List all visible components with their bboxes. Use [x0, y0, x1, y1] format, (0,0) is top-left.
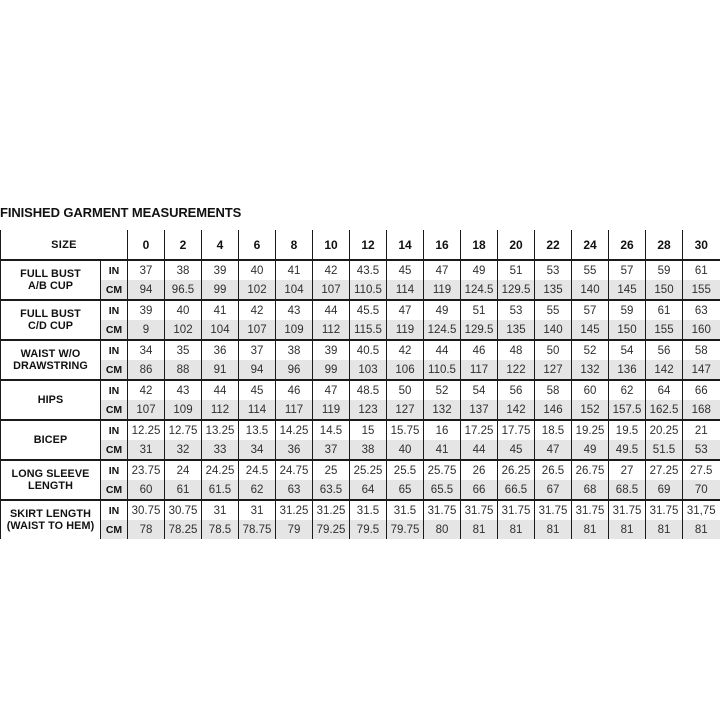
row-label-line: A/B CUP — [27, 280, 74, 292]
value-cell: 31.5 — [350, 500, 387, 520]
value-cell: 34 — [128, 340, 165, 360]
row-label-line: LONG SLEEVE — [11, 467, 90, 480]
value-cell: 103 — [350, 360, 387, 380]
measurement-row-centimeters — [1, 480, 720, 500]
size-column-header: 16 — [424, 230, 461, 260]
value-cell: 64 — [350, 480, 387, 500]
size-column-header: 26 — [609, 230, 646, 260]
value-cell: 160 — [683, 320, 720, 340]
value-cell: 124.5 — [424, 320, 461, 340]
value-cell: 49.5 — [609, 440, 646, 460]
value-cell: 150 — [609, 320, 646, 340]
value-cell: 34 — [239, 440, 276, 460]
row-label — [1, 460, 101, 500]
value-cell: 65.5 — [424, 480, 461, 500]
value-cell: 117 — [461, 360, 498, 380]
value-cell: 66.5 — [498, 480, 535, 500]
value-cell: 80 — [424, 520, 461, 539]
value-cell: 124.5 — [461, 280, 498, 300]
value-cell: 51.5 — [646, 440, 683, 460]
value-cell: 135 — [498, 320, 535, 340]
unit-cell-in: IN — [101, 500, 128, 520]
value-cell: 17.75 — [498, 420, 535, 440]
value-cell: 81 — [572, 520, 609, 539]
measurement-row-centimeters — [1, 320, 720, 340]
value-cell: 53 — [535, 260, 572, 280]
value-cell: 62 — [239, 480, 276, 500]
row-label-line: SKIRT LENGTH — [10, 507, 91, 520]
value-cell: 46 — [276, 380, 313, 400]
value-cell: 142 — [498, 400, 535, 420]
value-cell: 79.5 — [350, 520, 387, 539]
row-label-line: HIPS — [37, 393, 64, 406]
value-cell: 41 — [424, 440, 461, 460]
value-cell: 117 — [276, 400, 313, 420]
value-cell: 58 — [535, 380, 572, 400]
value-cell: 78.25 — [165, 520, 202, 539]
value-cell: 119 — [387, 320, 424, 340]
value-cell: 60 — [572, 380, 609, 400]
value-cell: 30.75 — [128, 500, 165, 520]
value-cell: 24.75 — [276, 460, 313, 480]
value-cell: 26 — [461, 460, 498, 480]
value-cell: 36 — [276, 440, 313, 460]
unit-cell-cm: CM — [101, 520, 128, 539]
value-cell: 104 — [202, 320, 239, 340]
value-cell: 49 — [572, 440, 609, 460]
unit-cell-cm: CM — [101, 320, 128, 340]
value-cell: 26.5 — [535, 460, 572, 480]
value-cell: 59 — [609, 300, 646, 320]
value-cell: 129.5 — [498, 280, 535, 300]
unit-cell-cm: CM — [101, 280, 128, 300]
value-cell: 99 — [313, 360, 350, 380]
value-cell: 40 — [239, 260, 276, 280]
value-cell: 79.25 — [313, 520, 350, 539]
value-cell: 38 — [350, 440, 387, 460]
value-cell: 17.25 — [461, 420, 498, 440]
value-cell: 119 — [424, 280, 461, 300]
value-cell: 55 — [572, 260, 609, 280]
value-cell: 112 — [202, 400, 239, 420]
value-cell: 162.5 — [646, 400, 683, 420]
value-cell: 129.5 — [461, 320, 498, 340]
value-cell: 47 — [424, 260, 461, 280]
unit-cell-in: IN — [101, 260, 128, 280]
value-cell: 81 — [535, 520, 572, 539]
value-cell: 16 — [424, 420, 461, 440]
value-cell: 27 — [609, 460, 646, 480]
measurement-row-inches — [1, 460, 720, 480]
value-cell: 49 — [461, 260, 498, 280]
value-cell: 132 — [424, 400, 461, 420]
value-cell: 45 — [498, 440, 535, 460]
value-cell: 53 — [498, 300, 535, 320]
value-cell: 37 — [128, 260, 165, 280]
value-cell: 47 — [313, 380, 350, 400]
value-cell: 54 — [609, 340, 646, 360]
value-cell: 25.75 — [424, 460, 461, 480]
value-cell: 48.5 — [350, 380, 387, 400]
value-cell: 152 — [572, 400, 609, 420]
value-cell: 12.75 — [165, 420, 202, 440]
measurement-row-centimeters — [1, 520, 720, 539]
header-row — [1, 230, 720, 260]
measurement-row-inches — [1, 380, 720, 400]
value-cell: 107 — [239, 320, 276, 340]
value-cell: 94 — [128, 280, 165, 300]
value-cell: 27.5 — [683, 460, 720, 480]
row-label — [1, 380, 101, 420]
value-cell: 107 — [313, 280, 350, 300]
value-cell: 44 — [202, 380, 239, 400]
value-cell: 155 — [683, 280, 720, 300]
value-cell: 66 — [683, 380, 720, 400]
value-cell: 140 — [572, 280, 609, 300]
value-cell: 36 — [202, 340, 239, 360]
value-cell: 61.5 — [202, 480, 239, 500]
value-cell: 45 — [387, 260, 424, 280]
size-column-header: 4 — [202, 230, 239, 260]
row-label — [1, 420, 101, 460]
value-cell: 32 — [165, 440, 202, 460]
value-cell: 64 — [646, 380, 683, 400]
value-cell: 81 — [498, 520, 535, 539]
value-cell: 61 — [165, 480, 202, 500]
value-cell: 43 — [276, 300, 313, 320]
value-cell: 110.5 — [424, 360, 461, 380]
value-cell: 48 — [498, 340, 535, 360]
unit-cell-in: IN — [101, 340, 128, 360]
value-cell: 70 — [683, 480, 720, 500]
value-cell: 23.75 — [128, 460, 165, 480]
value-cell: 40 — [387, 440, 424, 460]
value-cell: 47 — [535, 440, 572, 460]
row-label-line: WAIST W/O — [20, 347, 81, 360]
value-cell: 43 — [165, 380, 202, 400]
table-header — [1, 230, 720, 260]
row-label — [1, 340, 101, 380]
value-cell: 30.75 — [165, 500, 202, 520]
value-cell: 106 — [387, 360, 424, 380]
value-cell: 24 — [165, 460, 202, 480]
value-cell: 142 — [646, 360, 683, 380]
value-cell: 41 — [202, 300, 239, 320]
value-cell: 123 — [350, 400, 387, 420]
value-cell: 114 — [387, 280, 424, 300]
unit-cell-in: IN — [101, 380, 128, 400]
value-cell: 107 — [128, 400, 165, 420]
measurements-table — [0, 230, 720, 539]
size-column-header: 28 — [646, 230, 683, 260]
value-cell: 37 — [313, 440, 350, 460]
value-cell: 42 — [313, 260, 350, 280]
value-cell: 88 — [165, 360, 202, 380]
measurement-row-inches — [1, 300, 720, 320]
value-cell: 35 — [165, 340, 202, 360]
value-cell: 24.25 — [202, 460, 239, 480]
value-cell: 65 — [387, 480, 424, 500]
value-cell: 33 — [202, 440, 239, 460]
unit-cell-cm: CM — [101, 360, 128, 380]
value-cell: 45 — [239, 380, 276, 400]
value-cell: 145 — [609, 280, 646, 300]
value-cell: 47 — [387, 300, 424, 320]
measurement-row-centimeters — [1, 440, 720, 460]
value-cell: 25.25 — [350, 460, 387, 480]
value-cell: 115.5 — [350, 320, 387, 340]
value-cell: 68.5 — [609, 480, 646, 500]
value-cell: 52 — [572, 340, 609, 360]
value-cell: 56 — [498, 380, 535, 400]
value-cell: 14.25 — [276, 420, 313, 440]
value-cell: 66 — [461, 480, 498, 500]
value-cell: 137 — [461, 400, 498, 420]
value-cell: 31.75 — [535, 500, 572, 520]
value-cell: 78.75 — [239, 520, 276, 539]
measurement-row-inches — [1, 340, 720, 360]
value-cell: 86 — [128, 360, 165, 380]
value-cell: 31,75 — [683, 500, 720, 520]
size-column-header: 18 — [461, 230, 498, 260]
value-cell: 31 — [239, 500, 276, 520]
value-cell: 96.5 — [165, 280, 202, 300]
value-cell: 56 — [646, 340, 683, 360]
size-column-header: 10 — [313, 230, 350, 260]
value-cell: 46 — [461, 340, 498, 360]
value-cell: 127 — [387, 400, 424, 420]
value-cell: 19.25 — [572, 420, 609, 440]
unit-cell-in: IN — [101, 460, 128, 480]
value-cell: 147 — [683, 360, 720, 380]
value-cell: 15 — [350, 420, 387, 440]
value-cell: 31 — [128, 440, 165, 460]
value-cell: 40 — [165, 300, 202, 320]
value-cell: 62 — [609, 380, 646, 400]
value-cell: 63 — [276, 480, 313, 500]
value-cell: 53 — [683, 440, 720, 460]
row-label-line: DRAWSTRING — [13, 360, 88, 372]
value-cell: 78.5 — [202, 520, 239, 539]
value-cell: 68 — [572, 480, 609, 500]
value-cell: 81 — [646, 520, 683, 539]
value-cell: 39 — [202, 260, 239, 280]
value-cell: 119 — [313, 400, 350, 420]
value-cell: 145 — [572, 320, 609, 340]
size-column-header: 20 — [498, 230, 535, 260]
value-cell: 40.5 — [350, 340, 387, 360]
value-cell: 127 — [535, 360, 572, 380]
value-cell: 27.25 — [646, 460, 683, 480]
value-cell: 67 — [535, 480, 572, 500]
value-cell: 31.25 — [276, 500, 313, 520]
value-cell: 79.75 — [387, 520, 424, 539]
value-cell: 31.75 — [572, 500, 609, 520]
value-cell: 61 — [683, 260, 720, 280]
value-cell: 104 — [276, 280, 313, 300]
value-cell: 9 — [128, 320, 165, 340]
value-cell: 42 — [387, 340, 424, 360]
value-cell: 81 — [609, 520, 646, 539]
value-cell: 55 — [535, 300, 572, 320]
page-title: FINISHED GARMENT MEASUREMENTS — [0, 205, 242, 220]
value-cell: 140 — [535, 320, 572, 340]
size-column-header: 30 — [683, 230, 720, 260]
value-cell: 63 — [683, 300, 720, 320]
value-cell: 54 — [461, 380, 498, 400]
value-cell: 44 — [461, 440, 498, 460]
row-label-line: LENGTH — [28, 480, 73, 492]
value-cell: 43.5 — [350, 260, 387, 280]
value-cell: 49 — [424, 300, 461, 320]
value-cell: 99 — [202, 280, 239, 300]
value-cell: 157.5 — [609, 400, 646, 420]
value-cell: 69 — [646, 480, 683, 500]
value-cell: 18.5 — [535, 420, 572, 440]
value-cell: 44 — [424, 340, 461, 360]
row-label — [1, 500, 101, 539]
unit-cell-cm: CM — [101, 440, 128, 460]
value-cell: 42 — [239, 300, 276, 320]
value-cell: 110.5 — [350, 280, 387, 300]
table-body — [1, 260, 720, 539]
row-label-line: FULL BUST — [20, 307, 81, 320]
value-cell: 14.5 — [313, 420, 350, 440]
measurement-row-inches — [1, 260, 720, 280]
value-cell: 39 — [313, 340, 350, 360]
value-cell: 31.25 — [313, 500, 350, 520]
value-cell: 96 — [276, 360, 313, 380]
value-cell: 24.5 — [239, 460, 276, 480]
measurement-row-inches — [1, 500, 720, 520]
measurement-row-inches — [1, 420, 720, 440]
measurement-row-centimeters — [1, 360, 720, 380]
value-cell: 26.25 — [498, 460, 535, 480]
value-cell: 150 — [646, 280, 683, 300]
size-column-header: 14 — [387, 230, 424, 260]
value-cell: 31.75 — [424, 500, 461, 520]
value-cell: 39 — [128, 300, 165, 320]
value-cell: 136 — [609, 360, 646, 380]
value-cell: 63.5 — [313, 480, 350, 500]
unit-cell-in: IN — [101, 300, 128, 320]
value-cell: 57 — [572, 300, 609, 320]
value-cell: 50 — [535, 340, 572, 360]
size-column-header: 24 — [572, 230, 609, 260]
value-cell: 52 — [424, 380, 461, 400]
size-column-header: 22 — [535, 230, 572, 260]
unit-cell-in: IN — [101, 420, 128, 440]
value-cell: 122 — [498, 360, 535, 380]
value-cell: 78 — [128, 520, 165, 539]
value-cell: 146 — [535, 400, 572, 420]
value-cell: 109 — [276, 320, 313, 340]
value-cell: 58 — [683, 340, 720, 360]
row-label-line: BICEP — [33, 433, 68, 446]
size-column-header: 12 — [350, 230, 387, 260]
row-label-line: (WAIST TO HEM) — [6, 520, 95, 532]
value-cell: 42 — [128, 380, 165, 400]
value-cell: 31.5 — [387, 500, 424, 520]
row-label — [1, 300, 101, 340]
value-cell: 57 — [609, 260, 646, 280]
value-cell: 15.75 — [387, 420, 424, 440]
value-cell: 25.5 — [387, 460, 424, 480]
value-cell: 81 — [461, 520, 498, 539]
value-cell: 31 — [202, 500, 239, 520]
row-label-line: FULL BUST — [20, 267, 81, 280]
value-cell: 114 — [239, 400, 276, 420]
value-cell: 25 — [313, 460, 350, 480]
size-column-header: 2 — [165, 230, 202, 260]
value-cell: 31.75 — [498, 500, 535, 520]
value-cell: 132 — [572, 360, 609, 380]
value-cell: 135 — [535, 280, 572, 300]
value-cell: 61 — [646, 300, 683, 320]
value-cell: 41 — [276, 260, 313, 280]
value-cell: 21 — [683, 420, 720, 440]
size-header-cell: SIZE — [1, 230, 128, 260]
value-cell: 168 — [683, 400, 720, 420]
value-cell: 12.25 — [128, 420, 165, 440]
measurement-row-centimeters — [1, 280, 720, 300]
value-cell: 13.5 — [239, 420, 276, 440]
measurement-row-centimeters — [1, 400, 720, 420]
value-cell: 102 — [165, 320, 202, 340]
size-column-header: 0 — [128, 230, 165, 260]
value-cell: 26.75 — [572, 460, 609, 480]
row-label-line: C/D CUP — [27, 320, 74, 332]
value-cell: 19.5 — [609, 420, 646, 440]
value-cell: 94 — [239, 360, 276, 380]
value-cell: 37 — [239, 340, 276, 360]
value-cell: 79 — [276, 520, 313, 539]
value-cell: 31.75 — [646, 500, 683, 520]
value-cell: 91 — [202, 360, 239, 380]
value-cell: 51 — [461, 300, 498, 320]
value-cell: 38 — [165, 260, 202, 280]
row-label — [1, 260, 101, 300]
value-cell: 31.75 — [461, 500, 498, 520]
value-cell: 81 — [683, 520, 720, 539]
value-cell: 44 — [313, 300, 350, 320]
value-cell: 50 — [387, 380, 424, 400]
value-cell: 51 — [498, 260, 535, 280]
value-cell: 112 — [313, 320, 350, 340]
value-cell: 31.75 — [609, 500, 646, 520]
value-cell: 45.5 — [350, 300, 387, 320]
value-cell: 102 — [239, 280, 276, 300]
size-column-header: 8 — [276, 230, 313, 260]
unit-cell-cm: CM — [101, 480, 128, 500]
unit-cell-cm: CM — [101, 400, 128, 420]
value-cell: 60 — [128, 480, 165, 500]
value-cell: 109 — [165, 400, 202, 420]
value-cell: 13.25 — [202, 420, 239, 440]
size-column-header: 6 — [239, 230, 276, 260]
value-cell: 59 — [646, 260, 683, 280]
value-cell: 20.25 — [646, 420, 683, 440]
value-cell: 38 — [276, 340, 313, 360]
value-cell: 155 — [646, 320, 683, 340]
